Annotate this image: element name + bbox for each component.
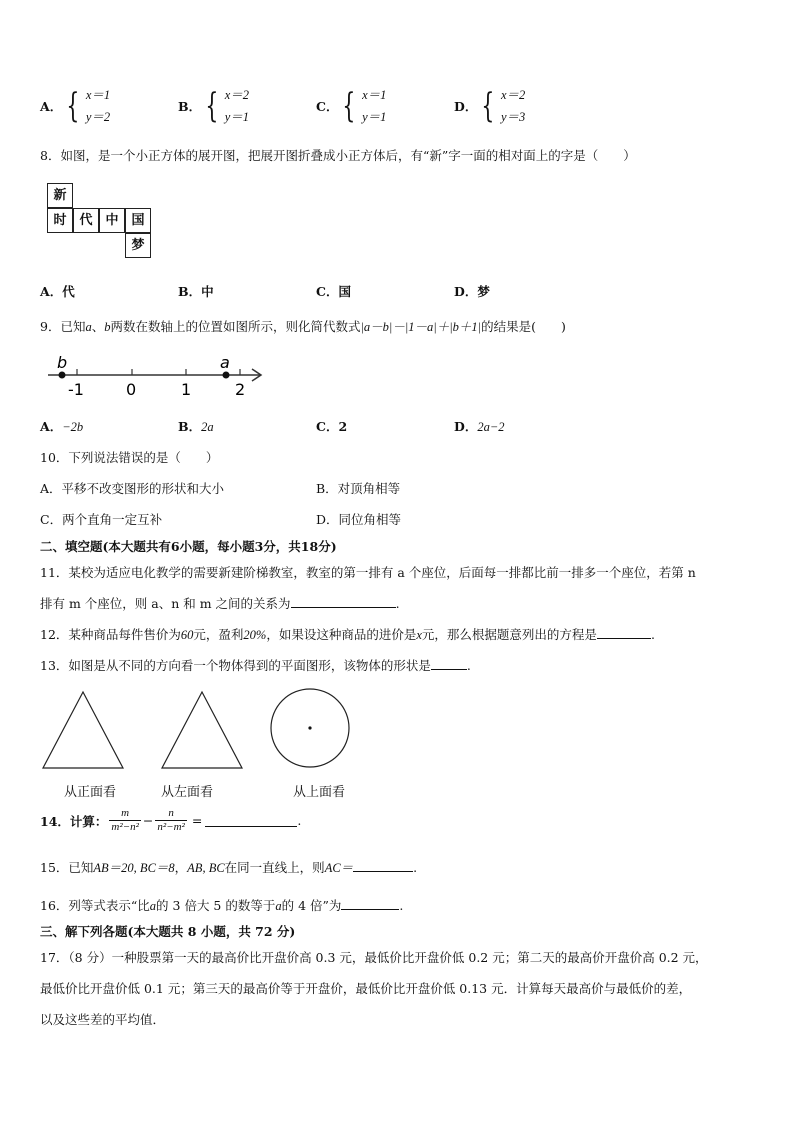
answer-blank: [431, 657, 467, 670]
q7-option-d: D． { x＝2 y＝3: [454, 86, 526, 126]
q9-option-c: C．2: [316, 419, 348, 434]
q9-option-a: A．−2b: [40, 419, 84, 434]
q17-line2: 最低价比开盘价低 0.1 元；第三天的最高价等于开盘价，最低价比开盘价低 0.13 元．计算每天最高价与最低价的差，: [40, 981, 692, 996]
q9-text: 9．已知a、b两数在数轴上的位置如图所示，则化简代数式|a－b|－|1－a|＋|b＋1|的结果是( ): [40, 319, 566, 334]
q14-text: 14．计算： $\frac{m}{\text{m²−n²}}$ − $\frac{n}{\text{n²−m²}}$ = .: [40, 807, 302, 833]
fraction-2: $\frac{n}{\text{n²−m²}}$: [157, 807, 185, 833]
net-cell-zhong: 中: [99, 208, 125, 233]
answer-blank: [341, 897, 399, 910]
brace-icon: {: [205, 86, 219, 126]
label-a: a: [220, 353, 230, 372]
brace-icon: {: [66, 86, 80, 126]
brace-icon: {: [481, 86, 495, 126]
q13-text: 13．如图是从不同的方向看一个物体得到的平面图形，该物体的形状是 .: [40, 658, 471, 673]
q7-option-c: C． { x＝1 y＝1: [316, 86, 387, 126]
label-b: b: [57, 353, 68, 372]
section-3-heading: 三、解下列各题(本大题共 8 小题，共 72 分): [40, 924, 296, 939]
q9-option-d: D．2a−2: [454, 419, 505, 434]
view-label-left: 从左面看: [161, 785, 214, 800]
q10-option-c: C．两个直角一定互补: [40, 512, 163, 527]
q10-option-d: D．同位角相等: [316, 512, 402, 527]
q8-option-c: C．国: [316, 284, 351, 299]
net-cell-meng: 梦: [125, 233, 151, 258]
brace-icon: {: [342, 86, 356, 126]
view-label-front: 从正面看: [64, 785, 117, 800]
q8-option-a: A．代: [40, 284, 75, 299]
number-line: [40, 350, 270, 400]
tick-label-0: 0: [126, 380, 137, 399]
q11-line2: 排有 m 个座位，则 a、n 和 m 之间的关系为 .: [40, 596, 400, 611]
answer-blank: [205, 814, 297, 827]
point-b: [59, 372, 66, 379]
q10-text: 10．下列说法错误的是（ ）: [40, 450, 219, 465]
center-dot: [308, 726, 311, 729]
left-view-triangle: [162, 692, 242, 768]
net-cell-guo: 国: [125, 208, 151, 233]
q17-line3: 以及这些差的平均值．: [40, 1012, 166, 1027]
q10-option-a: A．平移不改变图形的形状和大小: [40, 481, 225, 496]
tick-label-neg1: -1: [68, 380, 84, 399]
three-views-figure: [38, 688, 368, 770]
tick-label-2: 2: [235, 380, 246, 399]
q9-option-b: B．2a: [178, 419, 214, 434]
point-a: [223, 372, 230, 379]
q10-option-b: B．对顶角相等: [316, 481, 401, 496]
q15-text: 15．已知AB＝20, BC＝8，AB, BC在同一直线上，则AC＝ .: [40, 860, 418, 875]
section-2-heading: 二、填空题(本大题共有6小题，每小题3分，共18分): [40, 539, 337, 554]
q9-expression: |a－b|－|1－a|＋|b＋1|: [360, 320, 482, 334]
q7-option-a: A． { x＝1 y＝2: [40, 86, 111, 126]
answer-blank: [353, 859, 413, 872]
q7-option-b: B． { x＝2 y＝1: [178, 86, 250, 126]
answer-blank: [291, 595, 396, 608]
q8-option-d: D．梦: [454, 284, 490, 299]
net-cell-dai: 代: [73, 208, 99, 233]
view-label-top: 从上面看: [293, 785, 346, 800]
q17-line1: 17．（8 分）一种股票第一天的最高价比开盘价高 0.3 元，最低价比开盘价低 0.2 元；第二天的最高价开盘价高 0.2 元，: [40, 950, 708, 965]
q8-text: 8．如图，是一个小正方体的展开图，把展开图折叠成小正方体后，有“新”字一面的相对面上的字是（ ）: [40, 148, 636, 163]
q12-text: 12．某种商品每件售价为60元，盈利20%，如果设这种商品的进价是x元，那么根据题意列出的方程是 .: [40, 627, 655, 642]
front-view-triangle: [43, 692, 123, 768]
q8-option-b: B．中: [178, 284, 214, 299]
net-cell-xin: 新: [47, 183, 73, 208]
net-cell-shi: 时: [47, 208, 73, 233]
q16-text: 16．列等式表示“比a的 3 倍大 5 的数等于a的 4 倍”为 .: [40, 898, 404, 913]
q11-line1: 11．某校为适应电化教学的需要新建阶梯教室，教室的第一排有 a 个座位，后面每一排都比前一排多一个座位，若第 n: [40, 565, 696, 580]
fraction-1: $\frac{m}{\text{m²−n²}}$: [111, 807, 139, 833]
tick-label-1: 1: [181, 380, 192, 399]
answer-blank: [597, 626, 651, 639]
